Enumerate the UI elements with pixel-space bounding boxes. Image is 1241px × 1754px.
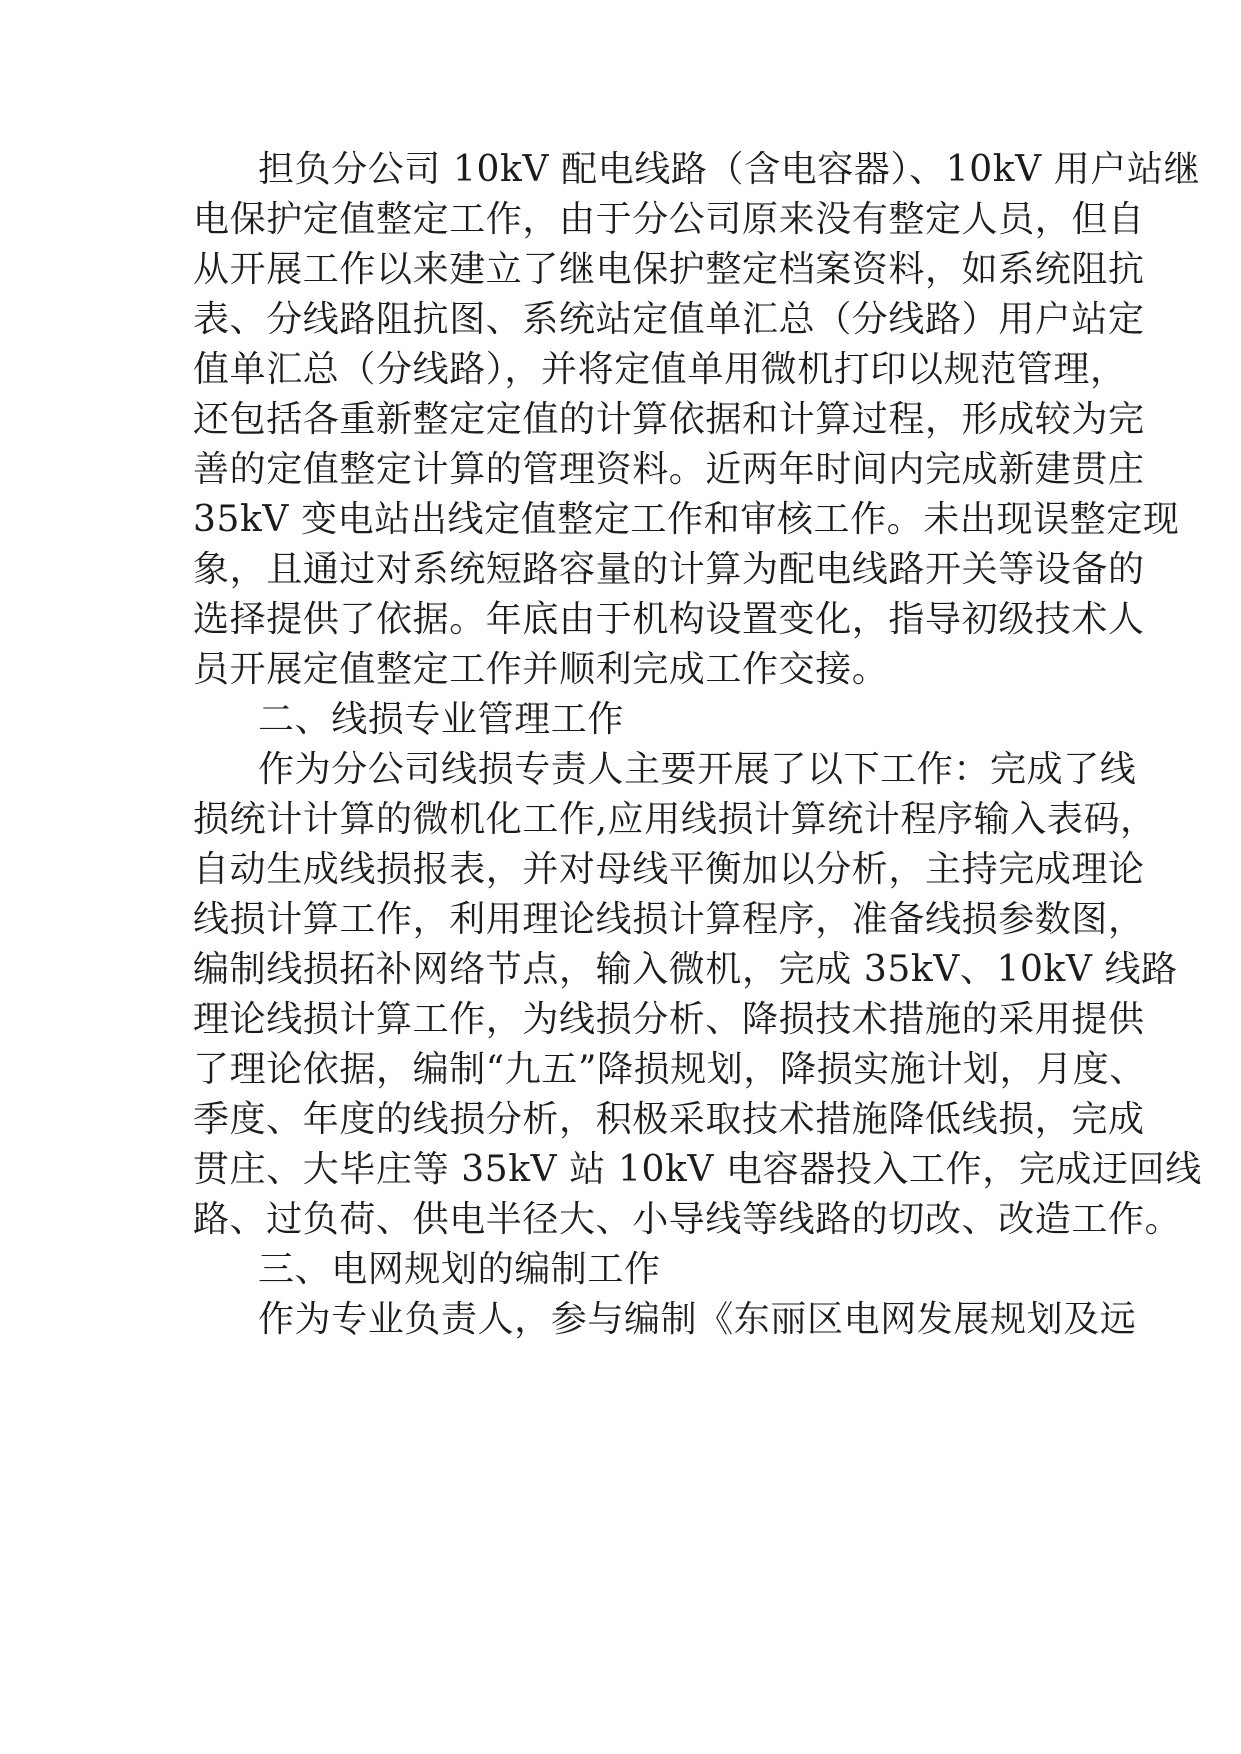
paragraph-line: 路、过负荷、供电半径大、小导线等线路的切改、改造工作。 bbox=[193, 1199, 1182, 1240]
paragraph-line: 作为分公司线损专责人主要开展了以下工作：完成了线 bbox=[258, 749, 1137, 790]
paragraph-line: 还包括各重新整定定值的计算依据和计算过程，形成较为完 bbox=[193, 399, 1145, 440]
paragraph-line: 35kV 变电站出线定值整定工作和审核工作。未出现误整定现 bbox=[193, 499, 1180, 540]
paragraph-line: 作为专业负责人，参与编制《东丽区电网发展规划及远 bbox=[258, 1299, 1137, 1340]
paragraph-line: 担负分公司 10kV 配电线路（含电容器）、10kV 用户站继 bbox=[258, 149, 1201, 190]
paragraph-line: 损统计计算的微机化工作,应用线损计算统计程序输入表码， bbox=[193, 799, 1157, 840]
paragraph-line: 了理论依据，编制“九五”降损规划，降损实施计划，月度、 bbox=[193, 1049, 1147, 1090]
paragraph-line: 值单汇总（分线路），并将定值单用微机打印以规范管理， bbox=[193, 349, 1127, 390]
paragraph-line: 选择提供了依据。年底由于机构设置变化，指导初级技术人 bbox=[193, 599, 1145, 640]
paragraph-line: 象，且通过对系统短路容量的计算为配电线路开关等设备的 bbox=[193, 549, 1145, 590]
paragraph-line: 线损计算工作，利用理论线损计算程序，准备线损参数图， bbox=[193, 899, 1145, 940]
section-heading: 三、电网规划的编制工作 bbox=[258, 1249, 661, 1290]
paragraph-line: 自动生成线损报表，并对母线平衡加以分析，主持完成理论 bbox=[193, 849, 1145, 890]
paragraph-line: 理论线损计算工作，为线损分析、降损技术措施的采用提供 bbox=[193, 999, 1145, 1040]
paragraph-line: 表、分线路阻抗图、系统站定值单汇总（分线路）用户站定 bbox=[193, 299, 1145, 340]
paragraph-line: 电保护定值整定工作，由于分公司原来没有整定人员，但自 bbox=[193, 199, 1145, 240]
paragraph-line: 从开展工作以来建立了继电保护整定档案资料，如系统阻抗 bbox=[193, 249, 1145, 290]
section-heading: 二、线损专业管理工作 bbox=[258, 699, 625, 740]
paragraph-line: 善的定值整定计算的管理资料。近两年时间内完成新建贯庄 bbox=[193, 449, 1145, 490]
paragraph-line: 员开展定值整定工作并顺利完成工作交接。 bbox=[193, 649, 889, 690]
paragraph-line: 贯庄、大毕庄等 35kV 站 10kV 电容器投入工作，完成迂回线 bbox=[193, 1149, 1202, 1190]
paragraph-line: 季度、年度的线损分析，积极采取技术措施降低线损，完成 bbox=[193, 1099, 1145, 1140]
paragraph-line: 编制线损拓补网络节点，输入微机，完成 35kV、10kV 线路 bbox=[193, 949, 1178, 990]
